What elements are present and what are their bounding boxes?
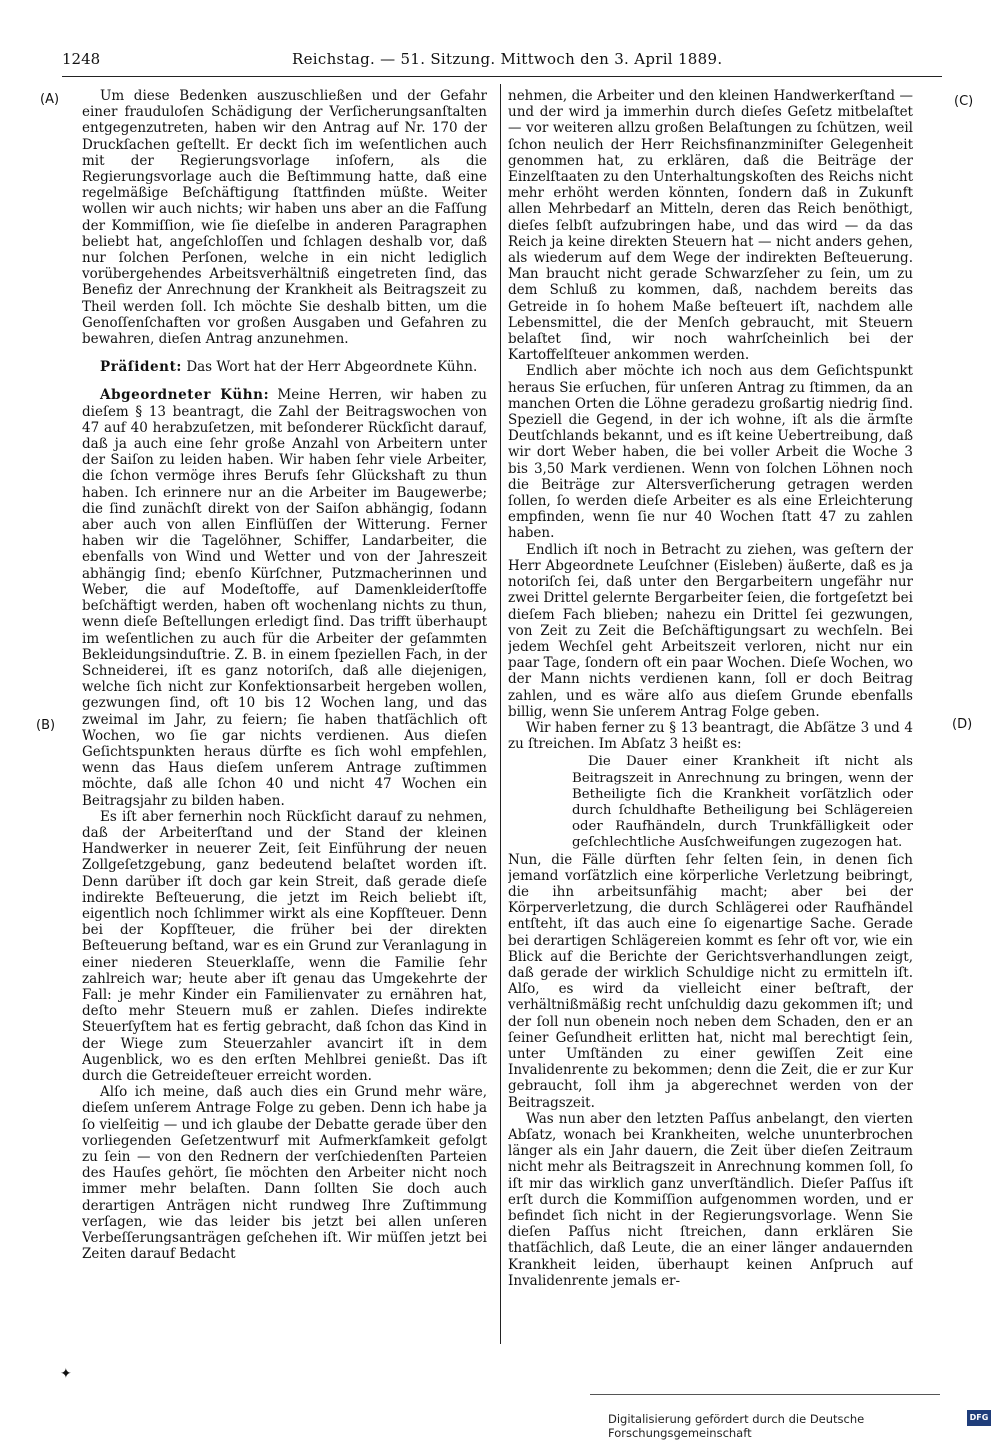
quoted-paragraph: Die Dauer einer Krankheit iſt nicht als Beitragszeit in Anrechnung zu bringen, wenn der Betheiligte ſich die Krankheit vorſätzlich oder durch ſchuldhafte Betheiligung bei Schlägereien oder Raufhändeln, durch Trunkfälligkeit oder geſchlechtliche Ausſchweifungen zugezogen hat. [572, 754, 913, 851]
running-header [62, 48, 942, 74]
digitization-credit: Digitalisierung gefördert durch die Deutsche Forschungsgemeinschaft [608, 1412, 865, 1440]
margin-marker-d: (D) [952, 717, 973, 732]
margin-marker-c: (C) [954, 94, 974, 109]
speaker-statement [82, 387, 487, 808]
president-label: Präſident: [100, 359, 183, 376]
speaker-label: Abgeordneter Kühn: [100, 387, 270, 404]
header-title: Reichstag. — 51. Sitzung. Mittwoch den 3. April 1889. [292, 50, 723, 68]
left-column [82, 88, 487, 1348]
column-divider [500, 84, 501, 1344]
left-paragraph-2: Meine Herren, wir haben zu dieſem § 13 beantragt, die Zahl der Beitragswochen von 47 auf 40 herabzuſetzen, mit beſonderer Rückſicht darauf, daß ja auch eine ſehr große Anzahl von Arbeitern unter der Saiſon zu leiden haben. Wir haben ſehr viele Arbeiter, die ſchon vermöge ihres Berufs ſehr Glückshaft zu thun haben. Ich erinnere nur an die Arbeiter im Baugewerbe; die ſind zunächſt direkt von der Saiſon abhängig, ſodann aber auch von allen Einflüſſen der Witterung. Ferner haben wir die Tagelöhner, Schiffer, Landarbeiter, die ebenfalls von Wind und Wetter und von der Jahreszeit abhängig ſind; ebenſo Kürſchner, Putzmacherinnen und Weber, die auf Modeſtoffe, auf Damenkleiderſtoffe beſchäftigt werden, haben oft wochenlang nichts zu thun, wenn dieſe Beſtellungen erledigt ſind. Das trifft überhaupt im weſentlichen zu auch für die Arbeiter der geſammten Bekleidungsinduſtrie. Z. B. in einem ſpeziellen Fach, in der Schneiderei, iſt es ganz notoriſch, daß alle diejenigen, welche ſich nicht zur Konfektionsarbeit hergeben wollen, gezwungen ſind, oft 10 bis 12 Wochen lang, und das zweimal im Jahr, zu feiern; ſie haben thatſächlich oft Wochen, wo ſie gar nichts verdienen. Aus dieſen Geſichtspunkten heraus dürfte es ſich wohl empfehlen, wenn das Haus dieſem unſerem Antrage zuſtimmen möchte, daß alle ſchon 40 und nicht 47 Wochen ein Beitragsjahr zu bilden haben. [82, 387, 487, 809]
president-text: Das Wort hat der Herr Abgeordnete Kühn. [186, 359, 478, 376]
right-paragraph-4: Wir haben ferner zu § 13 beantragt, die Abſätze 3 und 4 zu ſtreichen. Im Abſatz 3 heißt es: [508, 719, 913, 753]
footer-star-icon: ✦ [60, 1366, 72, 1382]
left-paragraph-3: Es iſt aber fernerhin noch Rückſicht darauf zu nehmen, daß der Arbeiterſtand und der Stand der kleinen Handwerker in neuerer Zeit, ſeit Einführung der neuen Zollgeſetzgebung, ganz bedeutend belaſtet worden iſt. Denn darüber iſt doch gar kein Streit, daß gerade dieſe indirekte Beſteuerung, die jetzt im Reich beliebt iſt, eigentlich noch ſchlimmer wirkt als eine Kopfſteuer. Denn bei der Kopfſteuer, die früher bei der direkten Beſteuerung beſtand, war es ein Grund zur Veranlagung in einer niederen Steuerklaſſe, wenn die Familie ſehr zahlreich war; heute aber iſt genau das Umgekehrte der Fall: je mehr Kinder ein Familienvater zu ernähren hat, deſto mehr Steuern muß er zahlen. Dieſes indirekte Steuerſyſtem hat es fertig gebracht, daß ſchon das Kind in der Wiege zum Steuerzahler avancirt iſt in dem Augenblick, wo es den erſten Mehlbrei genießt. Das iſt durch die Getreideſteuer erreicht worden. [82, 808, 487, 1084]
margin-marker-a: (A) [40, 92, 60, 107]
right-paragraph-5: Nun, die Fälle dürften ſehr ſelten ſein, in denen ſich jemand vorſätzlich eine körperliche Verletzung beibringt, die ihn arbeitsunfähig macht; aber bei der Körperverletzung, die durch Schlägerei oder Raufhändel entſteht, iſt das auch eine ſo eigenartige Sache. Gerade bei derartigen Schlägereien kommt es ſehr oft vor, wie ein Blick auf die Berichte der Gerichtsverhandlungen zeigt, daß gerade der wirklich Schuldige nicht zu ermitteln iſt. Alſo, es wird da vielleicht einer beſtraft, der verhältnißmäßig recht unſchuldig dazu gekommen iſt; und der ſoll nun obenein noch neben dem Schaden, den er an ſeiner Geſundheit erlitten hat, nicht mal berechtigt ſein, unter Umſtänden zu einer gewiſſen Zeit eine Invalidenrente zu bekommen; denn die Zeit, die er zur Kur gebraucht, ſoll ihm ja abgerechnet werden von der Beitragszeit. [508, 851, 913, 1111]
footer-rule [590, 1394, 940, 1395]
left-paragraph-4: Alſo ich meine, daß auch dies ein Grund mehr wäre, dieſem unſerem Antrage Folge zu geben. Denn ich habe ja ſo vielſeitig — und ich glaube der Debatte gerade über den vorliegenden Geſetzentwurf mit Aufmerkſamkeit gefolgt zu ſein — von den Rednern der verſchiedenſten Parteien des Hauſes gehört, ſie möchten den Arbeiter nicht noch immer mehr belaſten. Dann ſollten Sie doch auch derartigen Anträgen nicht rundweg Ihre Zuſtimmung verſagen, wie das leider bis jetzt bei allen unſeren Verbeſſerungsanträgen geſchehen iſt. Wir müſſen jetzt bei Zeiten darauf Bedacht [82, 1084, 487, 1263]
right-column [508, 88, 913, 1348]
dfg-logo-icon: DFG [967, 1410, 991, 1426]
president-statement [82, 359, 487, 375]
header-rule [62, 76, 942, 77]
right-paragraph-2: Endlich aber möchte ich noch aus dem Geſichtspunkt heraus Sie erſuchen, für unſeren Antrag zu ſtimmen, da an manchen Orten die Löhne geradezu großartig niedrig ſind. Speziell die Gegend, in der ich wohne, iſt als die ärmſte Deutſchlands bekannt, und es iſt keine Uebertreibung, daß wir dort Weber haben, die bei voller Arbeit die Woche 3 bis 3,50 Mark verdienen. Wenn von ſolchen Löhnen noch die Beiträge zur Altersverſicherung getragen werden ſollen, ſo werden dieſe Arbeiter es als eine Erleichterung empfinden, wenn ſie nur 40 Wochen ſtatt 47 zu zahlen haben. [508, 363, 913, 542]
page-number: 1248 [62, 50, 101, 68]
left-paragraph-1: Um diese Bedenken auszuschließen und der Gefahr einer frauduloſen Schädigung der Verſicherungsanſtalten entgegenzutreten, haben wir den Antrag auf Nr. 170 der Druckſachen geſtellt. Er deckt ſich im weſentlichen auch mit der Regierungsvorlage inſofern, als die Regierungsvorlage auch die Beſtimmung hatte, daß eine regelmäßige Beſchäftigung ſtattfinden müßte. Weiter wollen wir auch nichts; wir haben uns aber an die Faſſung der Kommiſſion, wie ſie dieſelbe in anderen Paragraphen beliebt hat, angeſchloſſen und ſchlagen deshalb vor, daß nur ſolchen Perſonen, welche in ein nicht lediglich vorübergehendes Arbeitsverhältniß eingetreten ſind, das Benefiz der Anrechnung der Krankheit als Beitragszeit zu Theil werden ſoll. Ich möchte Sie deshalb bitten, um die Genoſſenſchaften vor großen Ausgaben und Gefahren zu bewahren, dieſen Antrag anzunehmen. [82, 88, 487, 348]
margin-marker-b: (B) [36, 718, 56, 733]
right-paragraph-6: Was nun aber den letzten Paſſus anbelangt, den vierten Abſatz, wonach bei Krankheiten, welche ununterbrochen länger als ein Jahr dauern, die Zeit über dieſen Zeitraum nicht mehr als Beitragszeit in Anrechnung kommen ſoll, ſo iſt mir das wirklich ganz unverſtändlich. Dieſer Paſſus iſt erſt durch die Kommiſſion aufgenommen worden, und er befindet ſich nicht in der Regierungsvorlage. Wenn Sie dieſen Paſſus nicht ſtreichen, dann erklären Sie thatſächlich, daß Leute, die an einer länger andauernden Krankheit leiden, überhaupt keinen Anſpruch auf Invalidenrente jemals er- [508, 1110, 913, 1289]
right-paragraph-3: Endlich iſt noch in Betracht zu ziehen, was geſtern der Herr Abgeordnete Leuſchner (Eisleben) äußerte, daß es ja notoriſch ſei, daß unter den Bergarbeitern ungefähr nur zwei Drittel gelernte Bergarbeiter ſeien, die fortgeſetzt bei dieſem Fach blieben; nahezu ein Drittel ſei gezwungen, von Zeit zu Zeit die Beſchäftigungsart zu wechſeln. Bei jedem Wechſel geht Arbeitszeit verloren, nicht nur ein paar Tage, ſondern oft ein paar Wochen. Dieſe Wochen, wo der Mann nichts verdienen kann, ſoll er doch Beitrag zahlen, und es wäre alſo aus dieſem Grunde ebenfalls billig, wenn Sie unſerem Antrag Folge geben. [508, 541, 913, 720]
right-paragraph-1: nehmen, die Arbeiter und den kleinen Handwerkerſtand — und der wird ja immerhin durch dieſes Geſetz mitbelaſtet — vor weiteren allzu großen Belaſtungen zu ſchützen, weil ſchon neulich der Herr Reichsfinanzminiſter Gelegenheit genommen hat, zu erklären, daß die Beiträge der Einzelſtaaten zu den Unterhaltungskoſten des Reichs nicht mehr erhöht werden könnten, ſondern daß in Zukunft allen Mehrbedarf an Mitteln, deren das Reich benöthigt, dieſes ſelbſt aufzubringen habe, und das wird — da das Reich ja keine direkten Steuern hat — nicht anders gehen, als wiederum auf dem Wege der indirekten Beſteuerung. Man braucht nicht gerade Schwarzſeher zu ſein, um zu dem Schluß zu kommen, daß, nachdem bereits das Getreide in ſo hohem Maße beſteuert iſt, nachdem alle Lebensmittel, die der Menſch gebraucht, mit Steuern belaſtet ſind, wir noch wahrſcheinlich bei der Kartoffelſteuer ankommen werden. [508, 88, 913, 364]
